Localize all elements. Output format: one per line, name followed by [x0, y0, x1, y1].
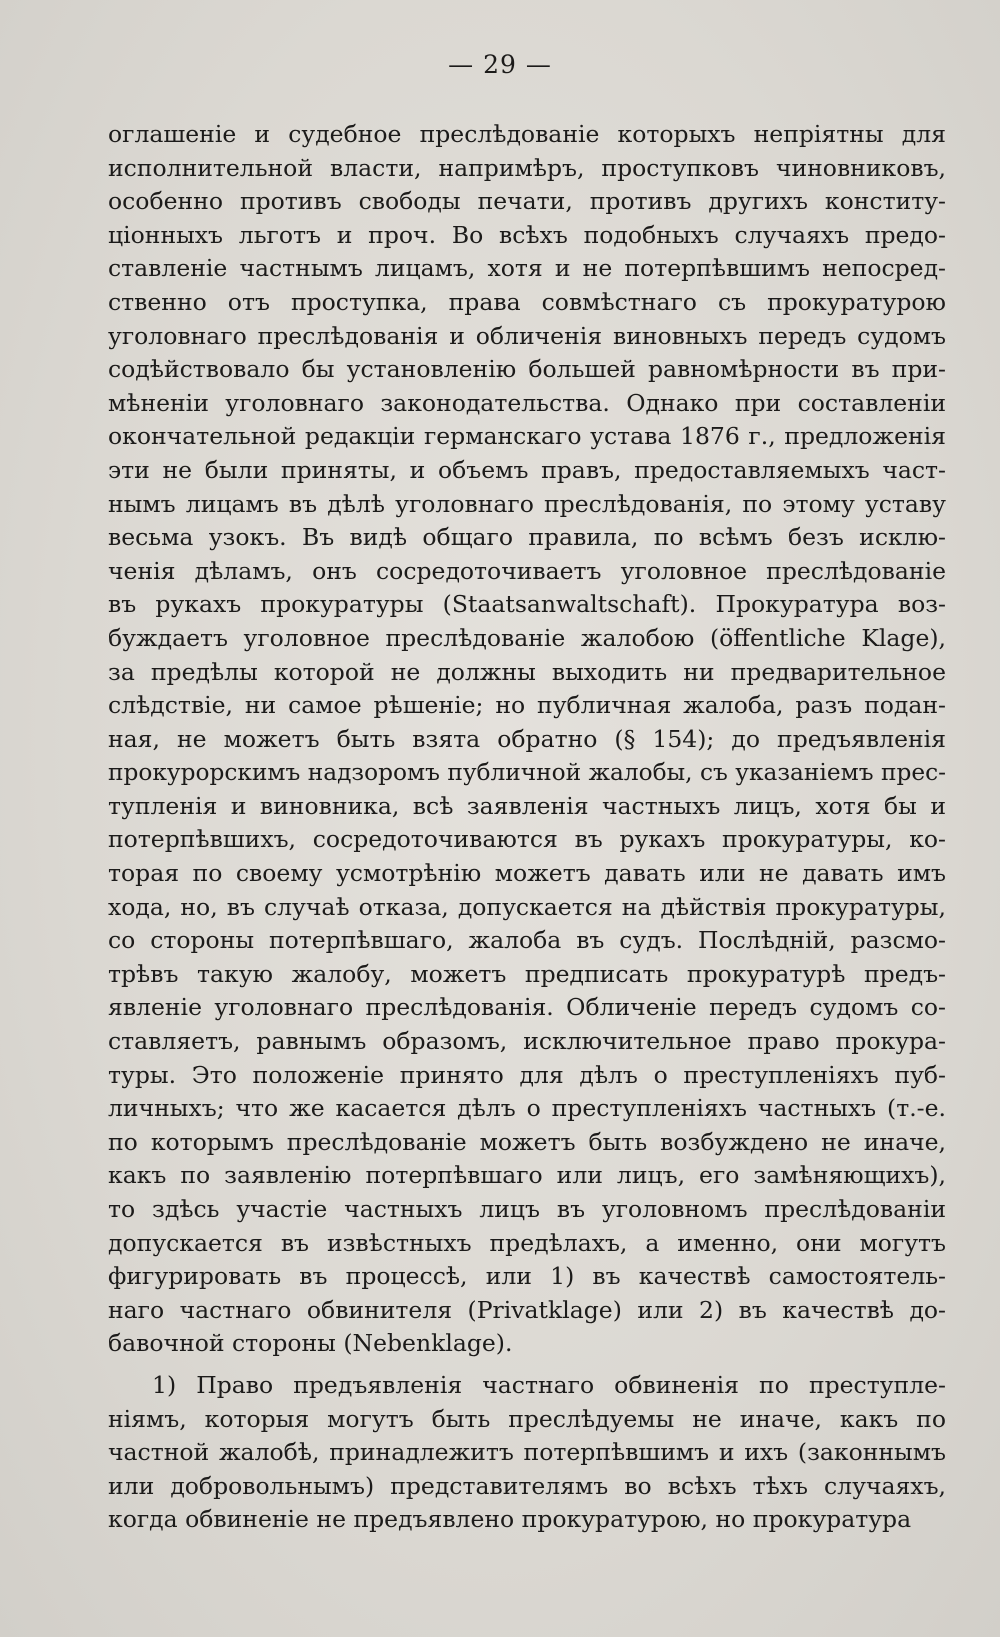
text-line: ніямъ, которыя могутъ быть преслѣдуемы не иначе, какъ по	[108, 1404, 946, 1433]
text-line: торая по своему усмотрѣнію можетъ давать или не давать имъ	[108, 859, 946, 888]
text-line: нымъ лицамъ въ дѣлѣ уголовнаго преслѣдованія, по этому уставу	[108, 489, 946, 518]
text-line: весьма узокъ. Въ видѣ общаго правила, по всѣмъ безъ исклю-	[108, 523, 946, 552]
text-line: ставляетъ, равнымъ образомъ, исключительное право прокура-	[108, 1027, 946, 1056]
paragraph	[108, 1369, 946, 1537]
text-line: въ рукахъ прокуратуры (Staatsanwaltschaft). Прокуратура воз-	[108, 590, 946, 619]
text-line: бавочной стороны (Nebenklage).	[108, 1329, 513, 1358]
text-line: содѣйствовало бы установленію большей равномѣрности въ при-	[108, 355, 946, 384]
text-line: ставленіе частнымъ лицамъ, хотя и не потерпѣвшимъ непосред-	[108, 254, 946, 283]
text-line: ственно отъ проступка, права совмѣстнаго съ прокуратурою	[108, 287, 946, 316]
page-number: — 29 —	[448, 50, 552, 79]
text-line: тупленія и виновника, всѣ заявленія частныхъ лицъ, хотя бы и	[108, 791, 946, 820]
text-line: или добровольнымъ) представителямъ во всѣхъ тѣхъ случаяхъ,	[108, 1471, 946, 1500]
text-line: уголовнаго преслѣдованія и обличенія виновныхъ передъ судомъ	[108, 321, 946, 350]
text-line: хода, но, въ случаѣ отказа, допускается на дѣйствія прокуратуры,	[108, 892, 946, 921]
text-line: оглашеніе и судебное преслѣдованіе которыхъ непріятны для	[108, 120, 946, 148]
text-line: личныхъ; что же касается дѣлъ о преступленіяхъ частныхъ (т.-е.	[108, 1094, 946, 1123]
text-line: туры. Это положеніе принято для дѣлъ о преступленіяхъ пуб-	[108, 1060, 946, 1089]
paragraph	[108, 118, 946, 1361]
text-line: мѣненіи уголовнаго законодательства. Однако при составленіи	[108, 388, 946, 417]
text-line: со стороны потерпѣвшаго, жалоба въ судъ. Послѣдній, разсмо-	[108, 926, 946, 955]
text-line: ціонныхъ льготъ и проч. Во всѣхъ подобныхъ случаяхъ предо-	[108, 220, 946, 249]
text-line: потерпѣвшихъ, сосредоточиваются въ рукахъ прокуратуры, ко-	[108, 825, 946, 854]
text-line: исполнительной власти, напримѣръ, проступковъ чиновниковъ,	[108, 153, 946, 182]
text-line: особенно противъ свободы печати, противъ другихъ конститу-	[108, 187, 946, 216]
text-line: 1) Право предъявленія частнаго обвиненія по преступле-	[152, 1370, 946, 1399]
text-line: окончательной редакціи германскаго устава 1876 г., предложенія	[108, 422, 946, 451]
text-line: эти не были приняты, и объемъ правъ, предоставляемыхъ част-	[108, 455, 946, 484]
text-line: ная, не можетъ быть взята обратно (§ 154); до предъявленія	[108, 724, 946, 753]
text-line: прокурорскимъ надзоромъ публичной жалобы, съ указаніемъ прес-	[108, 759, 946, 787]
text-line: трѣвъ такую жалобу, можетъ предписать прокуратурѣ предъ-	[108, 959, 946, 988]
text-line: буждаетъ уголовное преслѣдованіе жалобою (öffentliche Klage),	[108, 623, 946, 652]
text-line: допускается въ извѣстныхъ предѣлахъ, а именно, они могутъ	[108, 1228, 946, 1257]
paragraph-gap	[108, 1361, 946, 1369]
text-line: когда обвиненіе не предъявлено прокуратурою, но прокуратура	[108, 1505, 912, 1534]
text-line: слѣдствіе, ни самое рѣшеніе; но публичная жалоба, разъ подан-	[108, 691, 946, 720]
text-line: наго частнаго обвинителя (Privatklage) или 2) въ качествѣ до-	[108, 1295, 946, 1324]
text-line: ченія дѣламъ, онъ сосредоточиваетъ уголовное преслѣдованіе	[108, 556, 946, 585]
text-line: частной жалобѣ, принадлежитъ потерпѣвшимъ и ихъ (законнымъ	[108, 1438, 946, 1467]
page-body	[108, 118, 946, 1537]
text-line: фигурировать въ процессѣ, или 1) въ качествѣ самостоятель-	[108, 1262, 946, 1291]
text-line: то здѣсь участіе частныхъ лицъ въ уголовномъ преслѣдованіи	[108, 1195, 946, 1223]
text-line: явленіе уголовнаго преслѣдованія. Обличеніе передъ судомъ со-	[108, 993, 946, 1022]
text-line: за предѣлы которой не должны выходить ни предварительное	[108, 657, 946, 686]
text-line: какъ по заявленію потерпѣвшаго или лицъ, его замѣняющихъ),	[108, 1161, 946, 1190]
text-line: по которымъ преслѣдованіе можетъ быть возбуждено не иначе,	[108, 1127, 946, 1156]
